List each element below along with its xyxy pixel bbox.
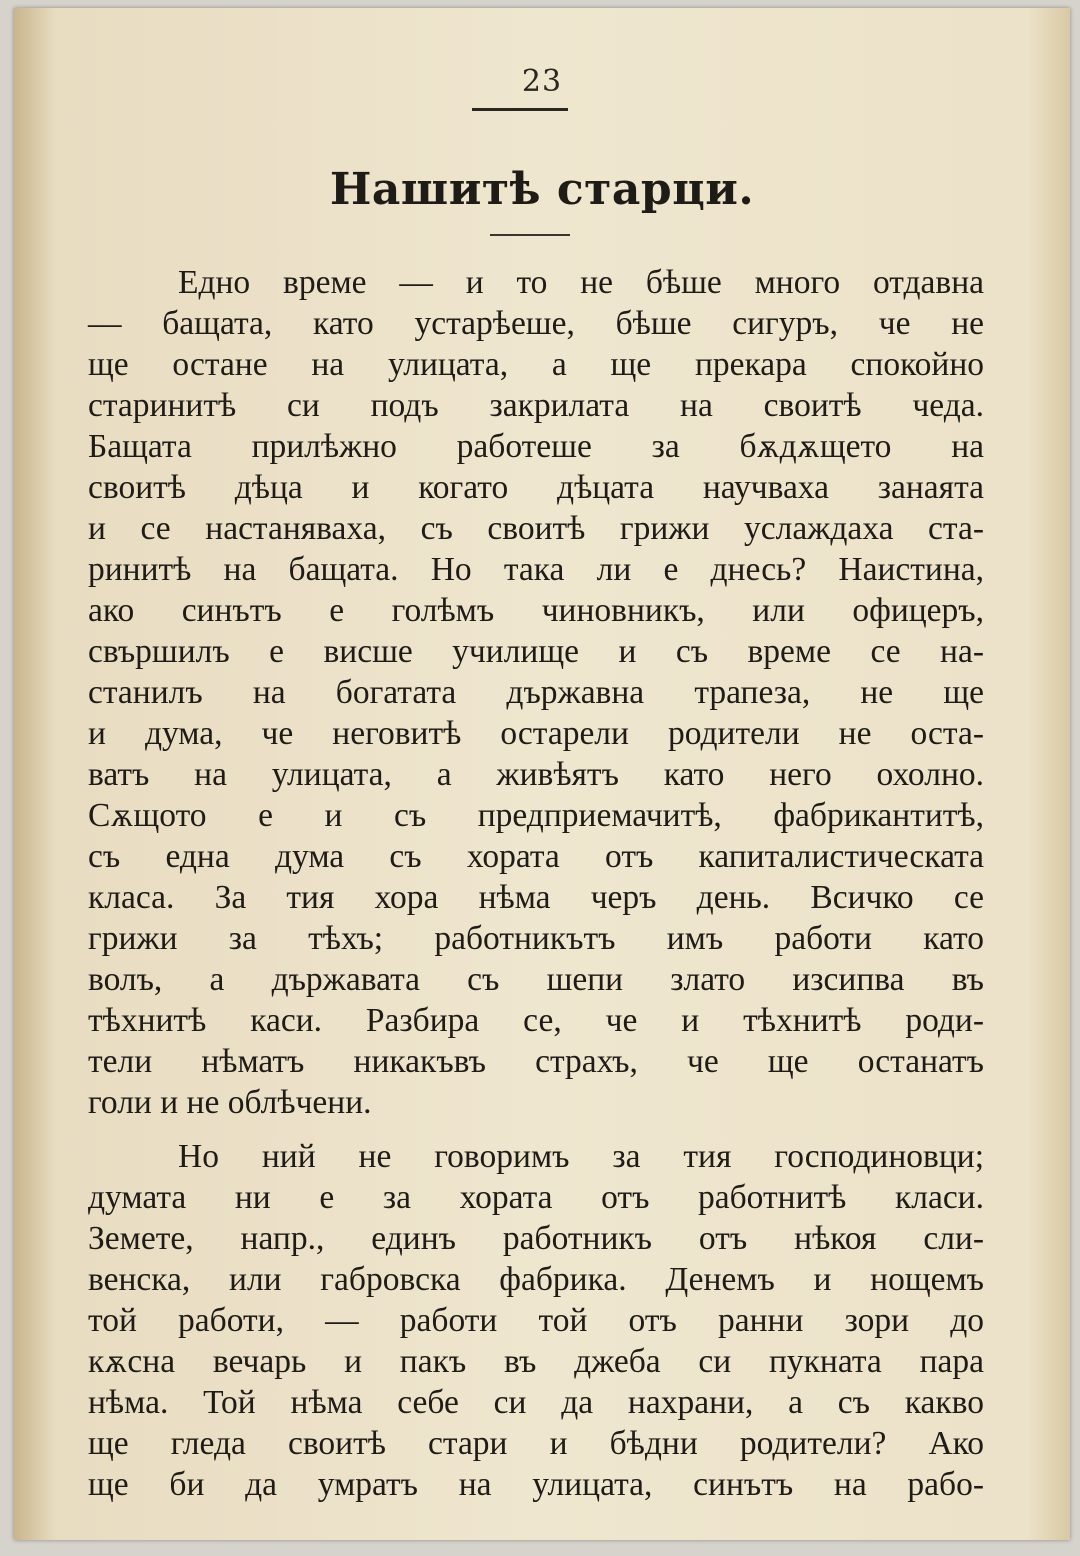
- text-line: грижи за тѣхъ; работникътъ имъ работи като: [88, 920, 984, 957]
- text-line: Едно време — и то не бѣше много отдавна: [178, 264, 984, 301]
- text-line: нѣма. Той нѣма себе си да нахрани, а съ какво: [88, 1384, 984, 1421]
- text-line: Земете, напр., единъ работникъ отъ нѣкоя сли-: [88, 1220, 984, 1257]
- page-number: 23: [521, 64, 563, 99]
- book-page: [14, 8, 1070, 1540]
- text-line: ако синътъ е голѣмъ чиновникъ, или офицеръ,: [88, 592, 984, 629]
- text-line: класа. За тия хора нѣма черъ день. Всичко се: [88, 879, 984, 916]
- text-line: той работи, — работи той отъ ранни зори до: [88, 1302, 984, 1339]
- text-line: — бащата, като устарѣеше, бѣше сигуръ, че не: [88, 305, 984, 342]
- text-line: своитѣ дѣца и когато дѣцата научваха занаята: [88, 469, 984, 506]
- text-line: Бащата прилѣжно работеше за бѫдѫщето на: [88, 428, 984, 465]
- text-line: тели нѣматъ никакъвъ страхъ, че ще останатъ: [88, 1043, 984, 1080]
- text-line: съ една дума съ хората отъ капиталистическата: [88, 838, 984, 875]
- text-line: станилъ на богатата държавна трапеза, не ще: [88, 674, 984, 711]
- text-line: Но ний не говоримъ за тия господиновци;: [178, 1138, 984, 1175]
- text-line: волъ, а държавата съ шепи злато изсипва въ: [88, 961, 984, 998]
- text-line: ще би да умратъ на улицата, синътъ на рабо-: [88, 1466, 984, 1503]
- page-number-rule: [472, 108, 568, 111]
- text-line: свършилъ е висше училище и съ време се на-: [88, 633, 984, 670]
- text-line: ринитѣ на бащата. Но така ли е днесь? Наистина,: [88, 551, 984, 588]
- chapter-title: Нашитѣ старци.: [329, 164, 755, 215]
- text-line: и дума, че неговитѣ остарели родители не оста-: [88, 715, 984, 752]
- text-line: тѣхнитѣ каси. Разбира се, че и тѣхнитѣ роди-: [88, 1002, 984, 1039]
- title-rule: [490, 234, 570, 236]
- text-line: ще остане на улицата, а ще прекара спокойно: [88, 346, 984, 383]
- text-line: голи и не облѣчени.: [88, 1084, 372, 1121]
- paragraph-1: [88, 262, 984, 1123]
- text-line: старинитѣ си подъ закрилата на своитѣ чеда.: [88, 387, 984, 424]
- paragraph-2: [88, 1136, 984, 1505]
- text-line: думата ни е за хората отъ работнитѣ класи.: [88, 1179, 984, 1216]
- text-line: ще гледа своитѣ стари и бѣдни родители? Ако: [88, 1425, 984, 1462]
- text-line: Сѫщото е и съ предприемачитѣ, фабрикантитѣ,: [88, 797, 984, 834]
- text-line: ватъ на улицата, а живѣятъ като него охолно.: [88, 756, 984, 793]
- text-line: и се настаняваха, съ своитѣ грижи услаждаха ста-: [88, 510, 984, 547]
- text-line: венска, или габровска фабрика. Денемъ и нощемъ: [88, 1261, 984, 1298]
- text-line: кѫсна вечарь и пакъ въ джеба си пукната пара: [88, 1343, 984, 1380]
